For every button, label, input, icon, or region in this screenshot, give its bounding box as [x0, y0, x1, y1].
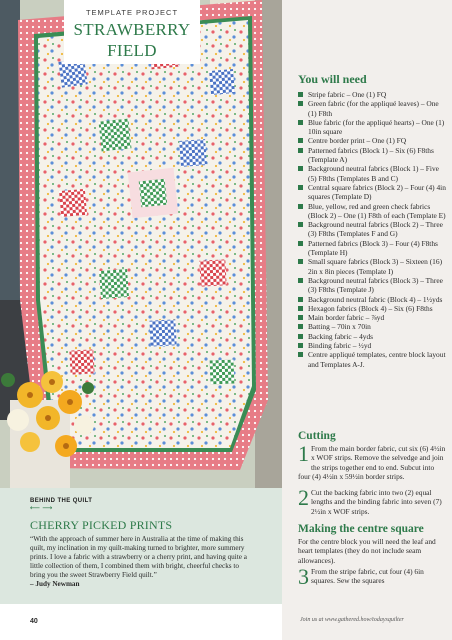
- step-3: [298, 563, 448, 589]
- page-number: 40: [30, 618, 38, 625]
- behind-the-quilt-box: [0, 488, 282, 604]
- website-link[interactable]: Join us at www.gathered.how/todaysquilter: [300, 617, 404, 623]
- list-item: Patterned fabrics (Block 3) – Four (4) F8ths (Template H): [298, 239, 448, 258]
- list-item: Centre appliqué templates, centre block layout and Templates A-J.: [298, 350, 448, 369]
- designer-quote: “With the approach of summer here in Australia at the time of making this quilt, my inclination in my quilt-making turned to brighter, more summery prints. I love a fabric with a strawberry or a cherry print, and having quite a little collection of them, I combined them with bright, cheerful checks to bring you the sweet Strawberry Field quilt.”: [30, 535, 247, 579]
- step-text: Cut the backing fabric into two (2) equal lengths and the binding fabric into seven (7) 2½in x WOF strips.: [311, 488, 442, 516]
- step-number: 2: [298, 485, 309, 511]
- step-text: From the main border fabric, cut six (6) 4½in x WOF strips. Remove the selvedge and join the strips together end to end. Subcut into four (4) 4½in x 59½in border strips.: [298, 444, 446, 481]
- materials-list: [298, 90, 448, 369]
- title-block: [64, 0, 200, 64]
- right-column: [282, 0, 452, 640]
- list-item: Stripe fabric – One (1) FQ: [298, 90, 448, 99]
- list-item: Background neutral fabrics (Block 1) – Five (5) F8ths (Templates B and C): [298, 164, 448, 183]
- cutting-heading: Cutting: [298, 430, 336, 442]
- list-item: Small square fabrics (Block 3) – Sixteen (16) 2in x 8in pieces (Template I): [298, 257, 448, 276]
- list-item: Main border fabric – ⅞yd: [298, 313, 448, 322]
- step-text: From the stripe fabric, cut four (4) 6in squares. Sew the squares: [311, 566, 424, 586]
- you-will-need-section: [298, 72, 448, 369]
- list-item: Background neutral fabrics (Block 3) – Three (3) F8ths (Template J): [298, 276, 448, 295]
- cutting-section: [298, 430, 448, 593]
- quilt-illustration: [0, 0, 282, 488]
- list-item: Blue fabric (for the appliqué hearts) – One (1) 10in square: [298, 118, 448, 137]
- list-item: Background neutral fabrics (Block 2) – Three (3) F8ths (Templates F and G): [298, 220, 448, 239]
- list-item: Central square fabrics (Block 2) – Four (4) 4in squares (Template D): [298, 183, 448, 202]
- list-item: Batting – 70in x 70in: [298, 322, 448, 331]
- step-2: [298, 485, 448, 516]
- quilt-photo: [0, 0, 282, 488]
- list-item: Background neutral fabric (Block 4) – 1½yds: [298, 295, 448, 304]
- behind-the-quilt-title: CHERRY PICKED PRINTS: [30, 518, 173, 532]
- list-item: Hexagon fabrics (Block 4) – Six (6) F8ths: [298, 304, 448, 313]
- behind-the-quilt-label: BEHIND THE QUILT: [30, 498, 93, 504]
- title-line-1: STRAWBERRY: [73, 20, 191, 39]
- list-item: Binding fabric – ½yd: [298, 341, 448, 350]
- list-item: Green fabric (for the appliqué leaves) – One (1) F8th: [298, 99, 448, 118]
- centre-square-intro: For the centre block you will need the leaf and heart templates (they do not include seam allowances).: [298, 537, 436, 565]
- list-item: Centre border print – One (1) FQ: [298, 136, 448, 145]
- list-item: Backing fabric – 4yds: [298, 332, 448, 341]
- centre-square-heading: Making the centre square: [298, 523, 424, 536]
- list-item: Blue, yellow, red and green check fabrics (Block 2) – One (1) F8th of each (Template E): [298, 202, 448, 221]
- title-line-2: FIELD: [107, 41, 157, 60]
- step-1: [298, 441, 448, 481]
- list-item: Patterned fabrics (Block 1) – Six (6) F8ths (Template A): [298, 146, 448, 165]
- designer-name: – Judy Newman: [30, 580, 80, 588]
- step-number: 1: [298, 441, 309, 466]
- double-arrow-icon: ⟵ ⟶: [30, 504, 53, 512]
- you-will-need-heading: You will need: [298, 72, 367, 86]
- title-kicker: TEMPLATE PROJECT: [85, 8, 179, 17]
- step-number: 3: [298, 563, 309, 589]
